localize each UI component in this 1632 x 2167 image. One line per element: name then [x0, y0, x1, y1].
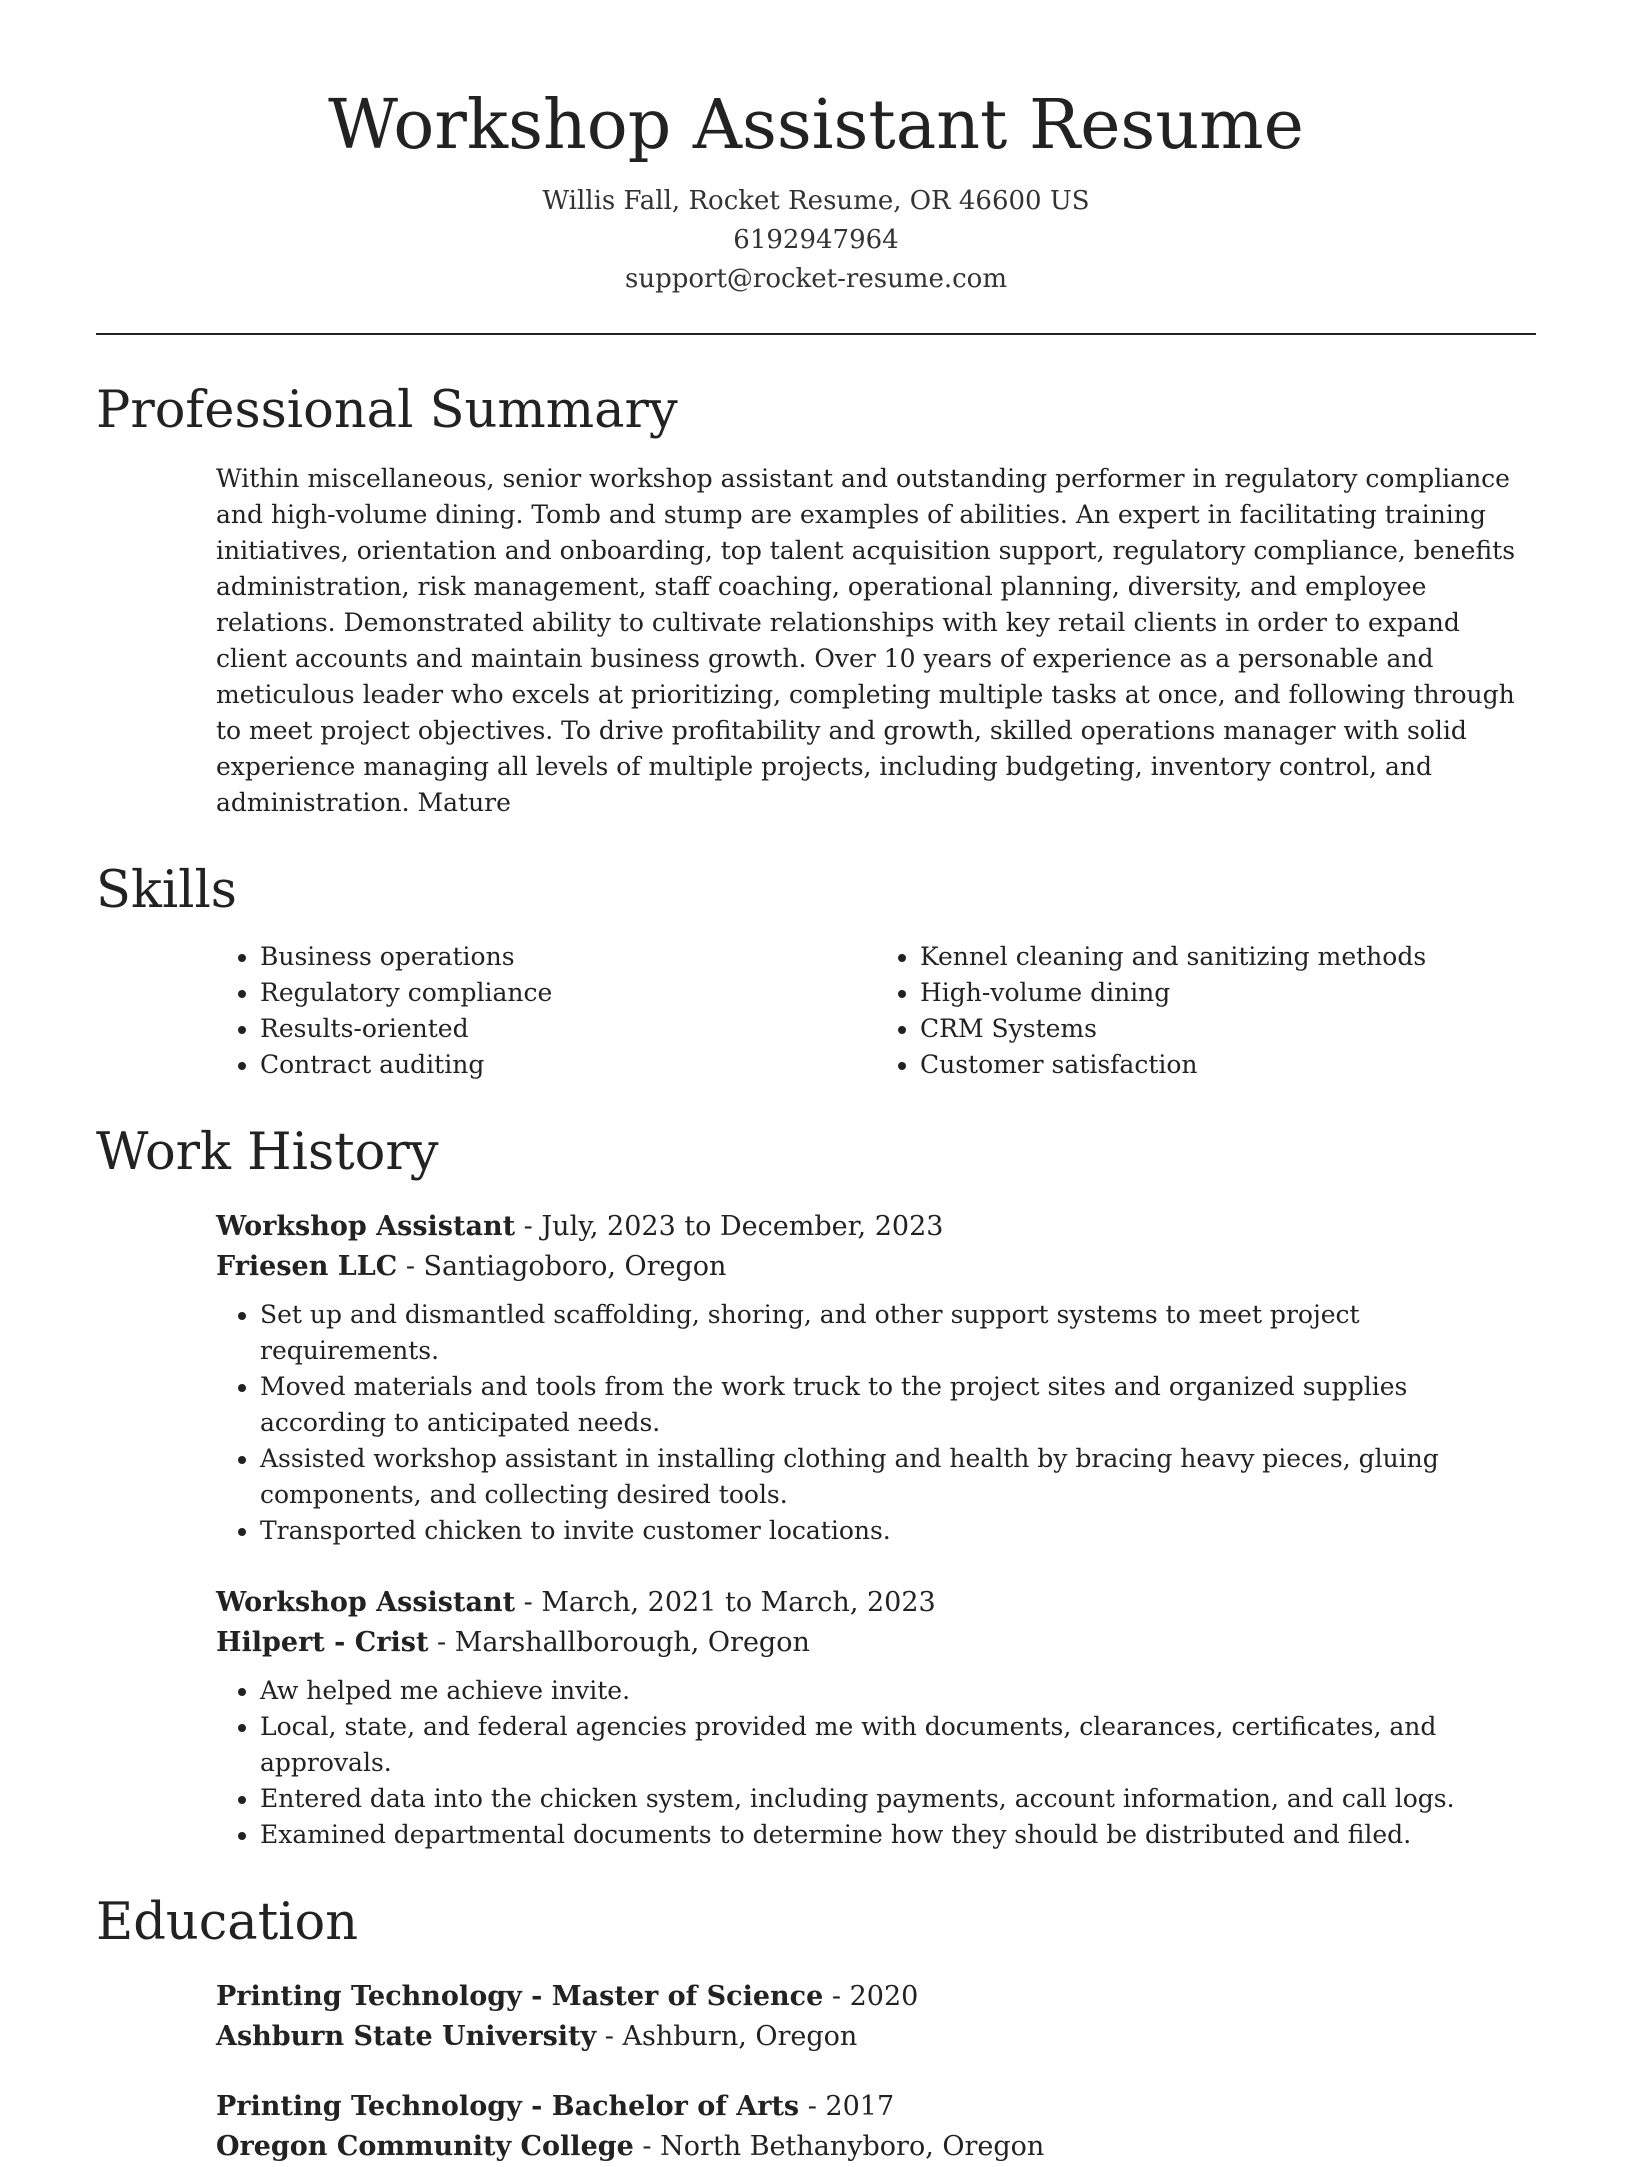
job-bullet: • Moved materials and tools from the work truck to the project sites and organized supplies according to anticipated needs.	[260, 1369, 1536, 1441]
job-dates: - July, 2023 to December, 2023	[515, 1211, 944, 1242]
skill-item: • CRM Systems	[920, 1011, 1536, 1047]
education-school-line	[216, 2017, 1536, 2057]
contact-phone: 6192947964	[733, 225, 899, 255]
education-entry	[96, 1977, 1536, 2057]
education-school-line	[216, 2127, 1536, 2167]
job-title-line	[216, 1207, 1536, 1247]
job-company-line	[216, 1623, 1536, 1663]
contact-address: Willis Fall, Rocket Resume, OR 46600 US	[542, 186, 1090, 216]
job-bullets	[216, 1673, 1536, 1853]
skills-left-list	[216, 939, 876, 1083]
education-degree: - Bachelor of Arts	[521, 2091, 800, 2122]
summary-heading: Professional Summary	[96, 381, 678, 440]
job-entry	[96, 1207, 1536, 1549]
education-degree-line	[216, 1977, 1536, 2017]
education-field: Printing Technology	[216, 2091, 522, 2122]
job-location: - Marshallborough, Oregon	[428, 1627, 810, 1658]
resume-title: Workshop Assistant Resume	[328, 86, 1304, 165]
summary-section	[96, 379, 1536, 821]
summary-text: Within miscellaneous, senior workshop assistant and outstanding performer in regulatory compliance and high-volume dining. Tomb and stump are examples of abilities. An expert in facilitating training initiatives, orientation and onboarding, top talent acquisition support, regulatory compliance, benefits administration, risk management, staff coaching, operational planning, diversity, and employee relations. Demonstrated ability to cultivate relationships with key retail clients in order to expand client accounts and maintain business growth. Over 10 years of experience as a personable and meticulous leader who excels at prioritizing, completing multiple tasks at once, and following through to meet project objectives. To drive profitability and growth, skilled operations manager with solid experience managing all levels of multiple projects, including budgeting, inventory control, and administration. Mature	[216, 464, 1516, 817]
skill-item: • Customer satisfaction	[920, 1047, 1536, 1083]
education-entry	[96, 2087, 1536, 2167]
work-history-heading: Work History	[96, 1123, 439, 1182]
skills-section	[96, 859, 1536, 1083]
job-company-line	[216, 1247, 1536, 1287]
education-degree: - Master of Science	[521, 1981, 824, 2012]
job-title-line	[216, 1583, 1536, 1623]
job-location: - Santiagoboro, Oregon	[397, 1251, 727, 1282]
job-bullet: • Examined departmental documents to determine how they should be distributed and filed.	[260, 1817, 1536, 1853]
job-company: Hilpert - Crist	[216, 1627, 429, 1658]
job-bullet: • Set up and dismantled scaffolding, shoring, and other support systems to meet project requirements.	[260, 1297, 1536, 1369]
job-role: Workshop Assistant	[216, 1587, 516, 1618]
skill-item: • Kennel cleaning and sanitizing methods	[920, 939, 1536, 975]
education-section	[96, 1891, 1536, 2167]
education-location: - North Bethanyboro, Oregon	[633, 2131, 1045, 2162]
skills-right-list	[876, 939, 1536, 1083]
skill-item: • Business operations	[260, 939, 876, 975]
job-role: Workshop Assistant	[216, 1211, 516, 1242]
education-field: Printing Technology	[216, 1981, 522, 2012]
education-degree-line	[216, 2087, 1536, 2127]
education-year: - 2020	[823, 1981, 919, 2012]
job-bullet: • Entered data into the chicken system, including payments, account information, and call logs.	[260, 1781, 1536, 1817]
resume-header	[96, 0, 1536, 299]
work-history-section	[96, 1121, 1536, 1853]
skills-heading: Skills	[96, 861, 237, 920]
job-dates: - March, 2021 to March, 2023	[515, 1587, 936, 1618]
skills-columns	[96, 939, 1536, 1083]
education-year: - 2017	[799, 2091, 895, 2122]
header-divider	[96, 333, 1536, 335]
skill-item: • High-volume dining	[920, 975, 1536, 1011]
skill-item: • Contract auditing	[260, 1047, 876, 1083]
contact-info	[96, 182, 1536, 299]
job-bullets	[216, 1297, 1536, 1549]
job-entry	[96, 1583, 1536, 1853]
job-bullet: • Assisted workshop assistant in installing clothing and health by bracing heavy pieces, gluing components, and collecting desired tools.	[260, 1441, 1536, 1513]
education-heading: Education	[96, 1893, 359, 1952]
contact-email: support@rocket-resume.com	[624, 264, 1007, 294]
job-company: Friesen LLC	[216, 1251, 398, 1282]
job-bullet: • Transported chicken to invite customer locations.	[260, 1513, 1536, 1549]
job-bullet: • Local, state, and federal agencies provided me with documents, clearances, certificates, and approvals.	[260, 1709, 1536, 1781]
job-bullet: • Aw helped me achieve invite.	[260, 1673, 1536, 1709]
skill-item: • Results-oriented	[260, 1011, 876, 1047]
education-school: Oregon Community College	[216, 2131, 634, 2162]
skill-item: • Regulatory compliance	[260, 975, 876, 1011]
education-school: Ashburn State University	[216, 2021, 597, 2052]
education-location: - Ashburn, Oregon	[596, 2021, 858, 2052]
